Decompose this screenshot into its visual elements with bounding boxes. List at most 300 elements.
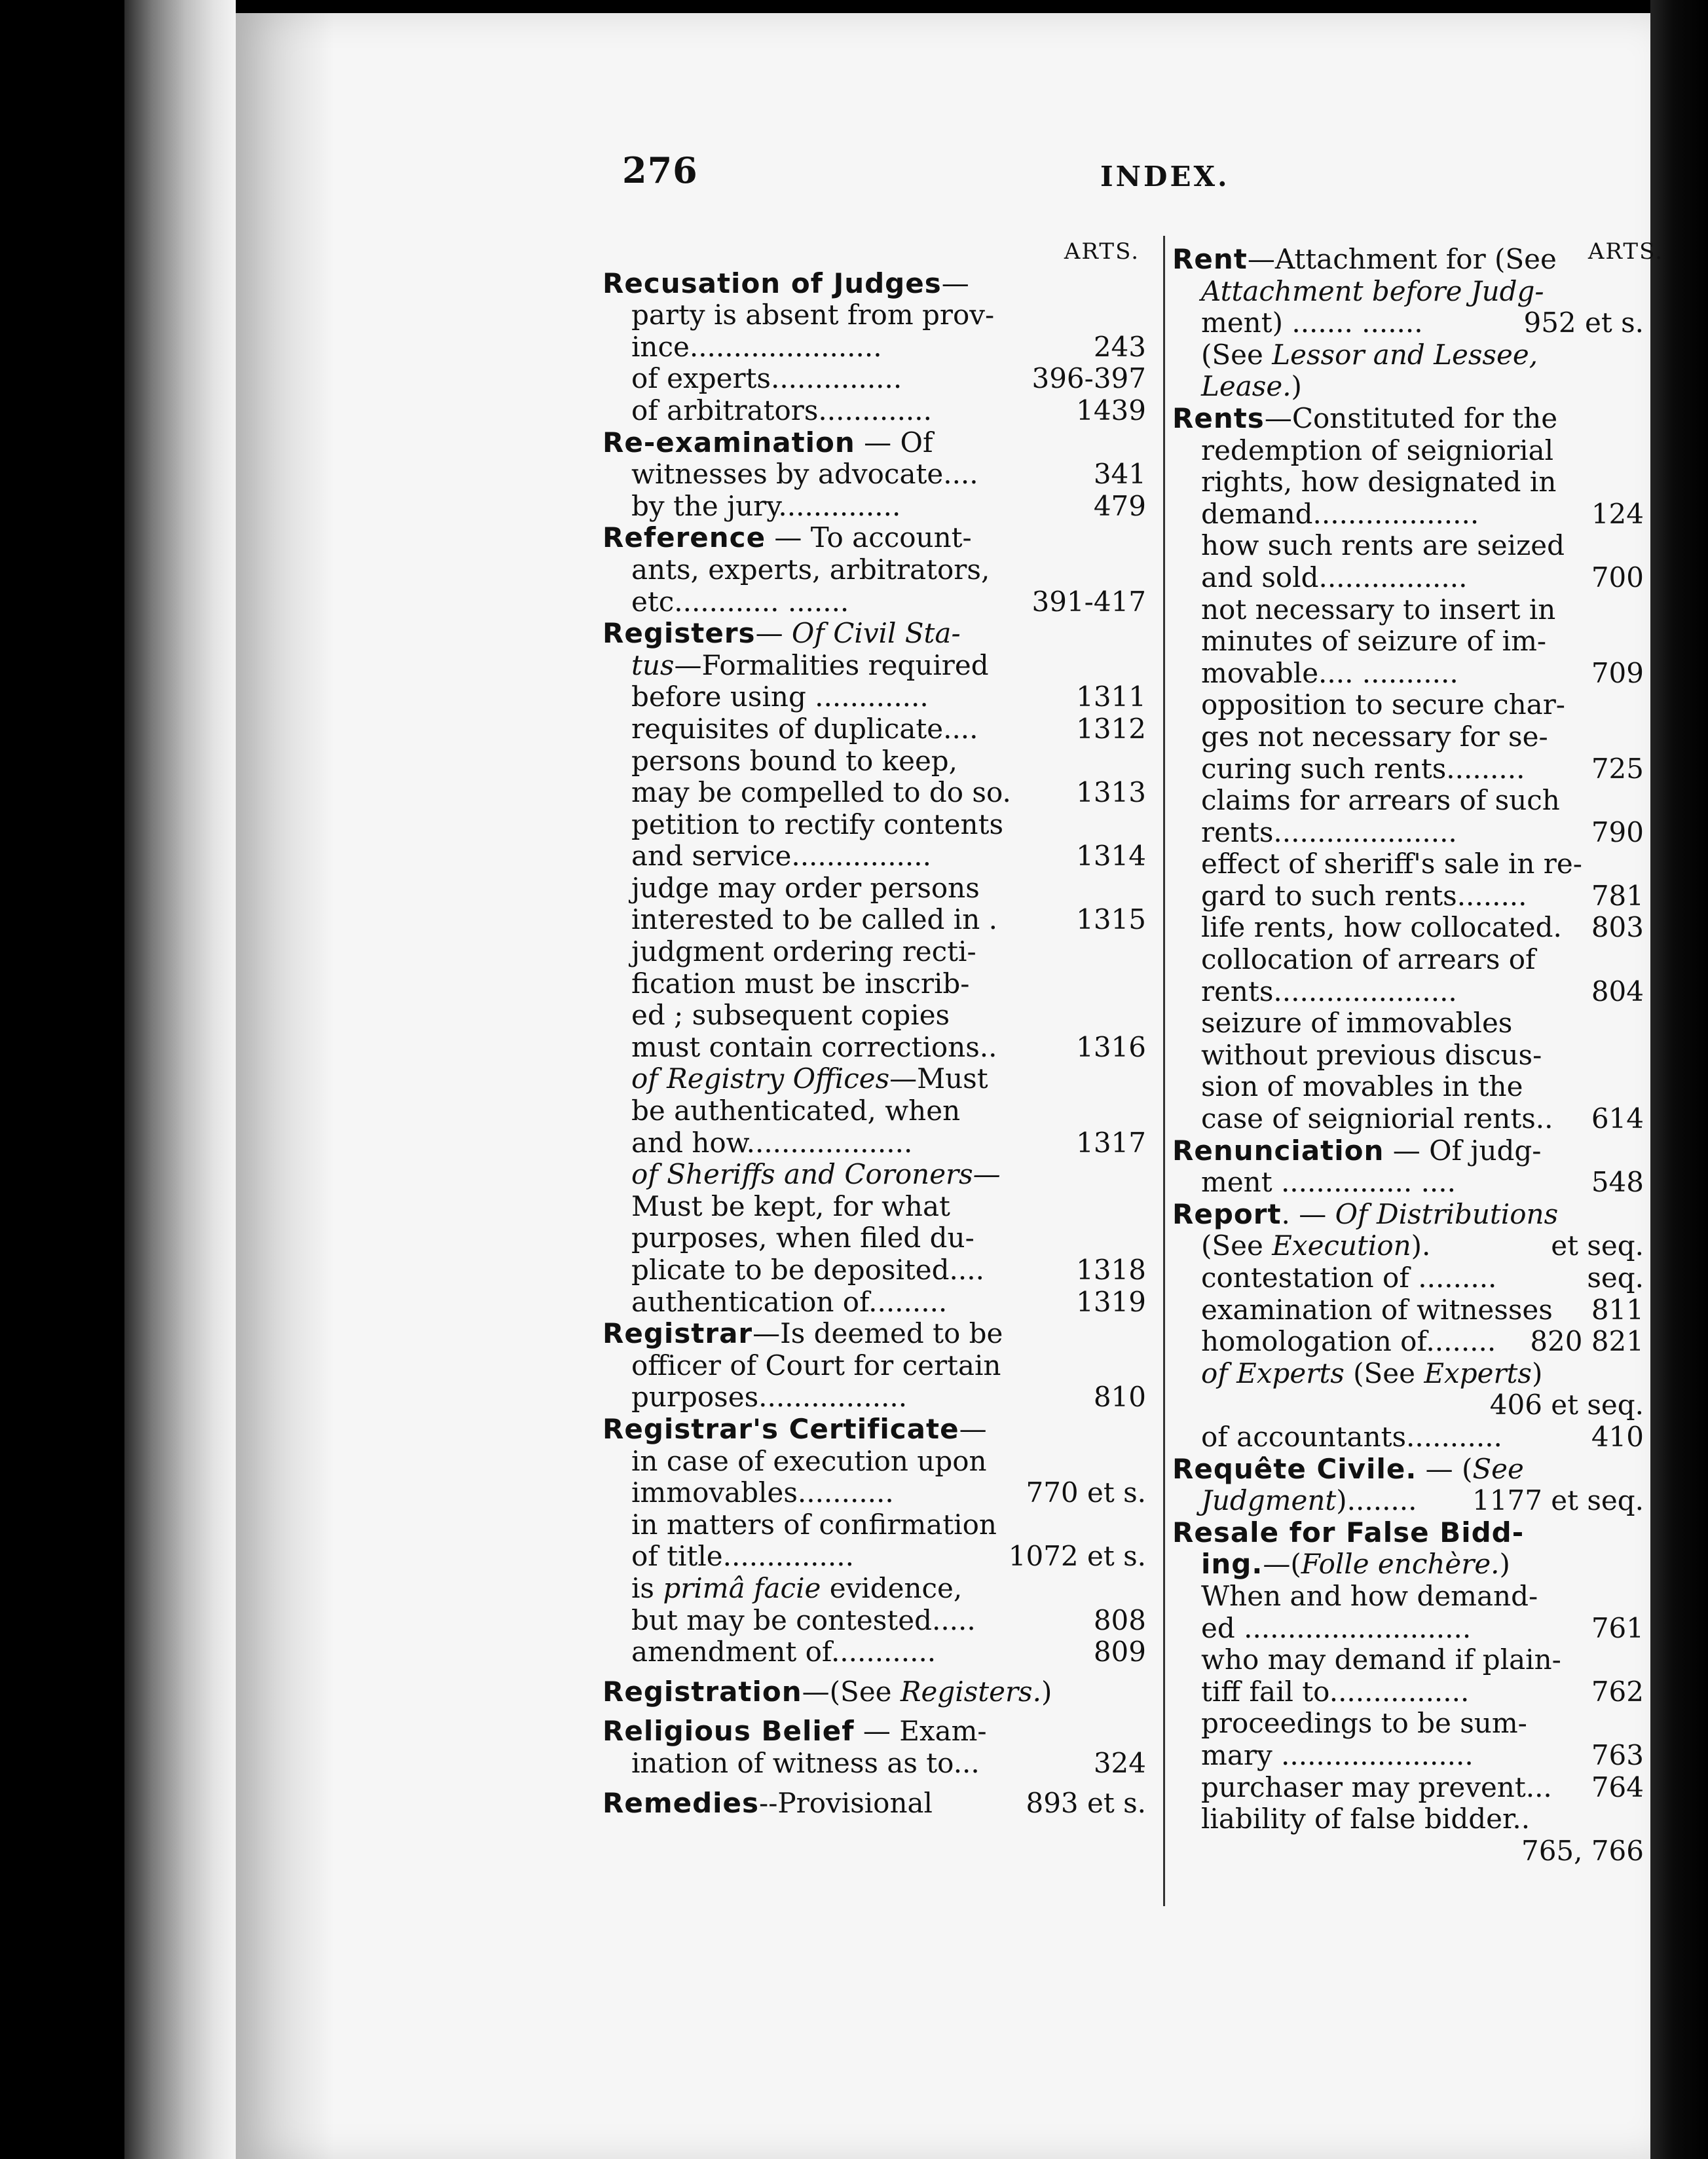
index-entry — [603, 1318, 1146, 1414]
entry-text: ants, experts, arbitrators, — [631, 553, 990, 586]
article-reference: 614 — [1591, 1102, 1644, 1135]
entry-text: Must be kept, for what — [631, 1190, 950, 1222]
entry-heading: Rents — [1172, 402, 1265, 434]
entry-text: —Must — [889, 1062, 988, 1095]
entry-sub-line — [1172, 1007, 1644, 1040]
entry-sub-line — [1172, 1581, 1644, 1613]
entry-text: tiff fail to................ — [1201, 1675, 1470, 1708]
entry-text: —( — [1263, 1548, 1301, 1581]
entry-text: purposes................. — [631, 1381, 908, 1414]
entry-heading: Registrar — [603, 1317, 753, 1350]
article-reference: 479 — [1093, 489, 1146, 522]
article-reference: 820 821 — [1530, 1325, 1644, 1358]
entry-sub-line — [1172, 1803, 1644, 1835]
entry-sub-line — [603, 1446, 1146, 1478]
article-reference: 548 — [1591, 1166, 1644, 1199]
entry-text: — Of judg- — [1384, 1134, 1542, 1167]
entry-text: — To account- — [766, 521, 972, 554]
article-reference: 324 — [1093, 1746, 1146, 1779]
entry-heading-line — [1172, 403, 1644, 435]
entry-sub-line — [1172, 1549, 1644, 1581]
entry-text: movable.... ........... — [1201, 656, 1458, 689]
entry-text: but may be contested..... — [631, 1604, 976, 1636]
entry-text: by the jury.............. — [631, 489, 901, 522]
article-reference: 410 — [1591, 1420, 1644, 1453]
entry-text: —Constituted for the — [1264, 402, 1558, 434]
entry-text: amendment of............ — [631, 1636, 937, 1668]
entry-text: before using ............. — [631, 681, 929, 713]
article-reference: 808 — [1093, 1604, 1146, 1636]
entry-text: — Of — [855, 426, 933, 459]
entry-text: proceedings to be sum- — [1201, 1707, 1527, 1740]
article-reference: 341 — [1093, 458, 1146, 491]
article-reference: 391-417 — [1031, 585, 1146, 618]
article-reference: 764 — [1591, 1771, 1644, 1803]
entry-sub-line — [1172, 562, 1644, 594]
article-reference: 1439 — [1076, 394, 1146, 426]
entry-sub-line — [1172, 1167, 1644, 1199]
entry-sub-line — [1172, 307, 1644, 339]
entry-sub-line — [1172, 1326, 1644, 1358]
entry-sub-line — [1172, 498, 1644, 531]
entry-text: authentication of......... — [631, 1285, 948, 1318]
index-entry — [1172, 1199, 1644, 1454]
italic-text: Of Distributions — [1335, 1197, 1559, 1230]
italic-text: Folle enchère. — [1301, 1548, 1500, 1581]
entry-sub-line — [1172, 880, 1644, 912]
entry-text: contestation of ......... — [1201, 1262, 1497, 1294]
entry-heading-line — [603, 1716, 1146, 1748]
entry-text: witnesses by advocate.... — [631, 458, 978, 491]
entry-sub-line — [603, 459, 1146, 491]
article-reference: 893 et s. — [1026, 1786, 1146, 1819]
article-reference: 725 — [1591, 752, 1644, 785]
entry-text: (See — [1201, 338, 1272, 371]
entry-heading: Renunciation — [1172, 1134, 1384, 1167]
entry-sub-line — [1172, 1262, 1644, 1294]
index-entry — [603, 427, 1146, 523]
entry-sub-line — [603, 809, 1146, 841]
entry-heading-line — [603, 268, 1146, 300]
entry-sub-line — [603, 299, 1146, 331]
entry-sub-line — [603, 777, 1146, 809]
article-reference: 1318 — [1076, 1254, 1146, 1286]
article-reference: et seq. — [1551, 1230, 1644, 1262]
index-column-right — [1172, 236, 1663, 1867]
entry-heading-line — [603, 1788, 1146, 1820]
entry-heading: Resale for False Bidd- — [1172, 1516, 1525, 1549]
entry-sub-line — [603, 1509, 1146, 1541]
entry-text: and how................... — [631, 1126, 913, 1159]
entry-heading: Re-examination — [603, 426, 855, 459]
entry-text: of experts............... — [631, 362, 902, 395]
article-reference: 781 — [1591, 879, 1644, 912]
entry-text: ed .......................... — [1201, 1611, 1472, 1644]
entry-sub-line — [603, 873, 1146, 905]
entry-sub-line — [1172, 658, 1644, 690]
entry-text: life rents, how collocated. — [1201, 911, 1562, 944]
entry-heading-line — [603, 522, 1146, 554]
entry-sub-line — [603, 1381, 1146, 1414]
entry-text: of accountants........... — [1201, 1420, 1502, 1453]
article-reference: 1311 — [1076, 681, 1146, 713]
entry-heading: Registration — [603, 1675, 802, 1708]
italic-text: Judgment — [1201, 1484, 1337, 1517]
entry-text: (See — [1344, 1357, 1424, 1389]
italic-text: primâ facie — [663, 1571, 821, 1604]
entry-heading: Registers — [603, 617, 756, 650]
entry-sub-line — [1172, 594, 1644, 626]
entry-sub-line — [1172, 626, 1644, 658]
entry-sub-line — [1172, 785, 1644, 817]
entry-sub-line — [603, 1127, 1146, 1159]
entry-text: requisites of duplicate.... — [631, 712, 978, 745]
entry-text: plicate to be deposited.... — [631, 1254, 984, 1286]
entry-sub-line — [1172, 1676, 1644, 1708]
entry-text: curing such rents......... — [1201, 752, 1525, 785]
entry-text: may be compelled to do so. — [631, 776, 1011, 809]
article-reference: 124 — [1591, 497, 1644, 530]
entry-text: evidence, — [821, 1571, 963, 1604]
entry-text: —Attachment for (See — [1247, 243, 1557, 275]
entry-sub-line — [603, 1605, 1146, 1637]
entry-text: liability of false bidder.. — [1201, 1803, 1531, 1835]
entry-heading: Registrar's Certificate — [603, 1412, 959, 1445]
entry-text: redemption of seigniorial — [1201, 434, 1554, 466]
entry-heading-line — [603, 1318, 1146, 1350]
entry-text: ) — [1531, 1357, 1543, 1389]
entry-text: --Provisional — [759, 1786, 933, 1819]
entry-text: in case of execution upon — [631, 1444, 987, 1477]
entry-text: officer of Court for certain — [631, 1349, 1001, 1381]
book-edge — [124, 0, 236, 2159]
entry-text: —(See — [802, 1675, 900, 1708]
running-head: INDEX. — [1100, 160, 1230, 193]
entry-sub-line — [1172, 944, 1644, 976]
italic-text: Execution — [1272, 1230, 1411, 1262]
entry-text: rents..................... — [1201, 816, 1457, 848]
entry-text: judgment ordering recti- — [631, 935, 976, 968]
italic-text: Lease. — [1201, 370, 1291, 403]
entry-text: is — [631, 1571, 663, 1604]
article-reference: 1314 — [1076, 840, 1146, 873]
entry-sub-line — [1172, 371, 1644, 403]
entry-text: interested to be called in . — [631, 903, 997, 936]
entry-sub-line — [1172, 1421, 1644, 1454]
article-reference: 1317 — [1076, 1126, 1146, 1159]
entry-sub-line — [1172, 435, 1644, 467]
entry-text: ince...................... — [631, 330, 882, 363]
entry-text: sion of movables in the — [1201, 1070, 1523, 1103]
entry-heading: Rent — [1172, 243, 1248, 275]
entry-heading-line — [603, 1676, 1146, 1708]
italic-text: Registers. — [900, 1675, 1041, 1708]
entry-sub-line — [1172, 1294, 1644, 1326]
entry-sub-line — [1172, 1071, 1644, 1103]
entry-sub-line — [1172, 1040, 1644, 1072]
entry-text: — Exam- — [854, 1715, 987, 1748]
entry-heading: Reference — [603, 521, 766, 554]
entry-text: minutes of seizure of im- — [1201, 625, 1547, 658]
entry-sub-line — [1172, 1485, 1644, 1517]
entry-heading-line — [1172, 1199, 1644, 1231]
italic-text: of Registry Offices — [631, 1062, 890, 1095]
entry-text: examination of witnesses — [1201, 1293, 1553, 1326]
entry-sub-line — [603, 331, 1146, 364]
article-reference: seq. — [1587, 1262, 1644, 1294]
article-reference: 809 — [1093, 1636, 1146, 1668]
entry-text: homologation of........ — [1201, 1325, 1496, 1358]
column-divider — [1163, 236, 1165, 1906]
entry-text: not necessary to insert in — [1201, 593, 1556, 626]
entry-sub-line — [603, 713, 1146, 745]
entry-heading-line — [1172, 1454, 1644, 1486]
entry-text: ed ; subsequent copies — [631, 999, 950, 1032]
entry-text: ment) ....... ....... — [1201, 307, 1423, 339]
entry-text: — — [941, 267, 969, 299]
spine-shadow — [236, 13, 334, 2159]
entry-text: purchaser may prevent... — [1201, 1771, 1552, 1803]
article-reference: 770 et s. — [1026, 1476, 1146, 1509]
entry-text: immovables........... — [631, 1476, 894, 1509]
entry-text: claims for arrears of such — [1201, 784, 1560, 817]
entry-sub-line — [1172, 1835, 1644, 1868]
entry-sub-line — [603, 1254, 1146, 1286]
article-reference: 406 et seq. — [1489, 1389, 1644, 1421]
italic-text: Lessor and Lessee, — [1272, 338, 1538, 371]
article-reference: 1313 — [1076, 776, 1146, 809]
entry-heading-line — [603, 427, 1146, 459]
entry-sub-line — [603, 1748, 1146, 1780]
entry-text: etc............ ....... — [631, 585, 849, 618]
entry-text: purposes, when filed du- — [631, 1222, 975, 1254]
entry-text: —Formalities required — [674, 648, 989, 681]
article-reference: 763 — [1591, 1738, 1644, 1771]
entry-heading: ing. — [1201, 1548, 1263, 1581]
index-entry — [603, 1414, 1146, 1668]
entry-sub-line — [603, 1000, 1146, 1032]
entry-text: party is absent from prov- — [631, 299, 995, 331]
entry-sub-line — [603, 745, 1146, 778]
entry-sub-line — [603, 904, 1146, 936]
arts-label: ARTS. — [1064, 238, 1140, 265]
entry-text: must contain corrections.. — [631, 1030, 997, 1063]
index-entry — [1172, 1517, 1644, 1868]
entry-text: ges not necessary for se- — [1201, 720, 1548, 753]
entry-sub-line — [1172, 1389, 1644, 1421]
entry-heading-line — [603, 1414, 1146, 1446]
article-reference: 709 — [1591, 656, 1644, 689]
entry-sub-line — [603, 1477, 1146, 1509]
article-reference: 1177 et seq. — [1472, 1484, 1644, 1517]
entry-text: — — [959, 1412, 987, 1445]
index-entry — [603, 1676, 1146, 1708]
entry-sub-line — [603, 650, 1146, 682]
article-reference: 1315 — [1076, 903, 1146, 936]
entry-sub-line — [1172, 276, 1644, 308]
entry-sub-line — [603, 554, 1146, 586]
entry-sub-line — [603, 1222, 1146, 1254]
entry-sub-line — [603, 1573, 1146, 1605]
article-reference: 1319 — [1076, 1285, 1146, 1318]
entry-heading-line — [1172, 1135, 1644, 1167]
italic-text: Experts — [1424, 1357, 1532, 1389]
entry-text: rights, how designated in — [1201, 466, 1557, 498]
entry-sub-line — [1172, 848, 1644, 880]
index-entry — [1172, 1454, 1644, 1517]
entry-sub-line — [603, 1191, 1146, 1223]
entry-sub-line — [603, 840, 1146, 873]
article-reference: 243 — [1093, 330, 1146, 363]
entry-sub-line — [1172, 912, 1644, 944]
entry-sub-line — [603, 936, 1146, 968]
entry-text: — — [755, 617, 792, 650]
italic-text: of Sheriffs and Coroners— — [631, 1158, 1001, 1191]
entry-text: without previous discus- — [1201, 1038, 1542, 1071]
entry-sub-line — [603, 1095, 1146, 1127]
entry-text: When and how demand- — [1201, 1579, 1538, 1612]
entry-sub-line — [603, 395, 1146, 427]
italic-text: Attachment before Judg- — [1201, 274, 1544, 307]
entry-text: how such rents are seized — [1201, 529, 1565, 562]
entry-sub-line — [1172, 689, 1644, 721]
entry-text: mary ...................... — [1201, 1738, 1474, 1771]
entry-text: and service................ — [631, 840, 931, 873]
index-entry — [603, 1716, 1146, 1779]
entry-heading: Religious Belief — [603, 1715, 855, 1748]
index-entry — [603, 268, 1146, 427]
entry-sub-line — [1172, 466, 1644, 498]
entry-sub-line — [1172, 753, 1644, 785]
entry-heading: Report — [1172, 1197, 1282, 1230]
entry-heading: Recusation of Judges — [603, 267, 942, 299]
entry-sub-line — [603, 1541, 1146, 1573]
entry-text: seizure of immovables — [1201, 1007, 1513, 1040]
article-reference: 762 — [1591, 1675, 1644, 1708]
entry-sub-line — [1172, 1708, 1644, 1740]
entry-text: ) — [1041, 1675, 1052, 1708]
entry-sub-line — [1172, 976, 1644, 1008]
article-reference: 790 — [1591, 816, 1644, 848]
entry-sub-line — [603, 1159, 1146, 1191]
entry-text: fication must be inscrib- — [631, 967, 970, 1000]
entry-text: ) — [1291, 370, 1302, 403]
entry-heading-line — [603, 618, 1146, 650]
article-reference: 1316 — [1076, 1030, 1146, 1063]
entry-text: ) — [1499, 1548, 1510, 1581]
article-reference: 952 et s. — [1523, 307, 1644, 339]
entry-heading-line — [1172, 1517, 1644, 1549]
index-entry — [603, 522, 1146, 618]
article-reference: 700 — [1591, 561, 1644, 593]
entry-text: demand................... — [1201, 497, 1479, 530]
entry-text: be authenticated, when — [631, 1095, 961, 1127]
entry-text: collocation of arrears of — [1201, 943, 1536, 976]
scan-border-right — [1650, 0, 1708, 2159]
article-reference: 1072 et s. — [1008, 1540, 1146, 1573]
entry-sub-line — [603, 1350, 1146, 1382]
index-entry — [1172, 244, 1644, 403]
entry-sub-line — [603, 586, 1146, 618]
italic-text: tus — [631, 648, 675, 681]
entry-text: in matters of confirmation — [631, 1508, 997, 1541]
article-reference: 396-397 — [1031, 362, 1146, 395]
entry-text: petition to rectify contents — [631, 808, 1004, 840]
index-column-left — [603, 236, 1146, 1819]
entry-sub-line — [603, 1636, 1146, 1668]
entry-sub-line — [1172, 1740, 1644, 1772]
entry-sub-line — [1172, 721, 1644, 753]
index-entry — [1172, 403, 1644, 1135]
entry-text: )........ — [1336, 1484, 1417, 1517]
article-reference: 765, 766 — [1521, 1834, 1644, 1867]
italic-text: See — [1472, 1452, 1524, 1485]
entry-sub-line — [1172, 339, 1644, 371]
entry-sub-line — [1172, 530, 1644, 562]
entry-text: ment ............... .... — [1201, 1166, 1456, 1199]
entry-sub-line — [603, 1032, 1146, 1064]
entry-text: rents..................... — [1201, 975, 1457, 1007]
entry-text: ination of witness as to... — [631, 1746, 980, 1779]
entry-heading-line — [1172, 244, 1644, 276]
entry-sub-line — [1172, 1103, 1644, 1135]
index-entry — [1172, 1135, 1644, 1199]
article-reference: 761 — [1591, 1611, 1644, 1644]
entry-text: — ( — [1417, 1452, 1473, 1485]
article-reference: 804 — [1591, 975, 1644, 1007]
index-entry — [603, 1788, 1146, 1820]
entry-text: who may demand if plain- — [1201, 1643, 1561, 1676]
entry-sub-line — [603, 1286, 1146, 1319]
entry-text: effect of sheriff's sale in re- — [1201, 848, 1582, 880]
entry-text: of arbitrators............. — [631, 394, 932, 426]
entry-heading: Remedies — [603, 1786, 760, 1819]
entry-sub-line — [603, 681, 1146, 713]
entry-text: persons bound to keep, — [631, 744, 958, 777]
entry-sub-line — [603, 363, 1146, 395]
entry-sub-line — [603, 968, 1146, 1000]
entry-text: —Is deemed to be — [752, 1317, 1003, 1350]
italic-text: Of Civil Sta- — [791, 617, 961, 650]
entry-text: judge may order persons — [631, 871, 980, 904]
entry-sub-line — [1172, 1613, 1644, 1645]
article-reference: 810 — [1093, 1381, 1146, 1414]
entry-text: ). — [1411, 1230, 1431, 1262]
article-reference: 811 — [1591, 1293, 1644, 1326]
entry-text: . — — [1281, 1197, 1335, 1230]
entry-text: of title............... — [631, 1540, 854, 1573]
entry-text: case of seigniorial rents.. — [1201, 1102, 1553, 1135]
page-number: 276 — [622, 149, 698, 191]
entry-text: opposition to secure char- — [1201, 688, 1565, 721]
entry-sub-line — [1172, 1230, 1644, 1262]
entry-text: and sold................. — [1201, 561, 1468, 593]
entry-heading: Requête Civile. — [1172, 1452, 1417, 1485]
article-reference: 803 — [1591, 911, 1644, 944]
entry-sub-line — [1172, 1358, 1644, 1390]
article-reference: 1312 — [1076, 712, 1146, 745]
entry-sub-line — [603, 491, 1146, 523]
arts-label: ARTS. — [1587, 238, 1663, 265]
entry-sub-line — [1172, 1644, 1644, 1676]
entry-sub-line — [1172, 1772, 1644, 1804]
entry-text: (See — [1201, 1230, 1272, 1262]
entry-text: gard to such rents........ — [1201, 879, 1527, 912]
entry-sub-line — [1172, 817, 1644, 849]
index-entry — [603, 618, 1146, 1318]
italic-text: of Experts — [1201, 1357, 1345, 1389]
entry-sub-line — [603, 1063, 1146, 1095]
